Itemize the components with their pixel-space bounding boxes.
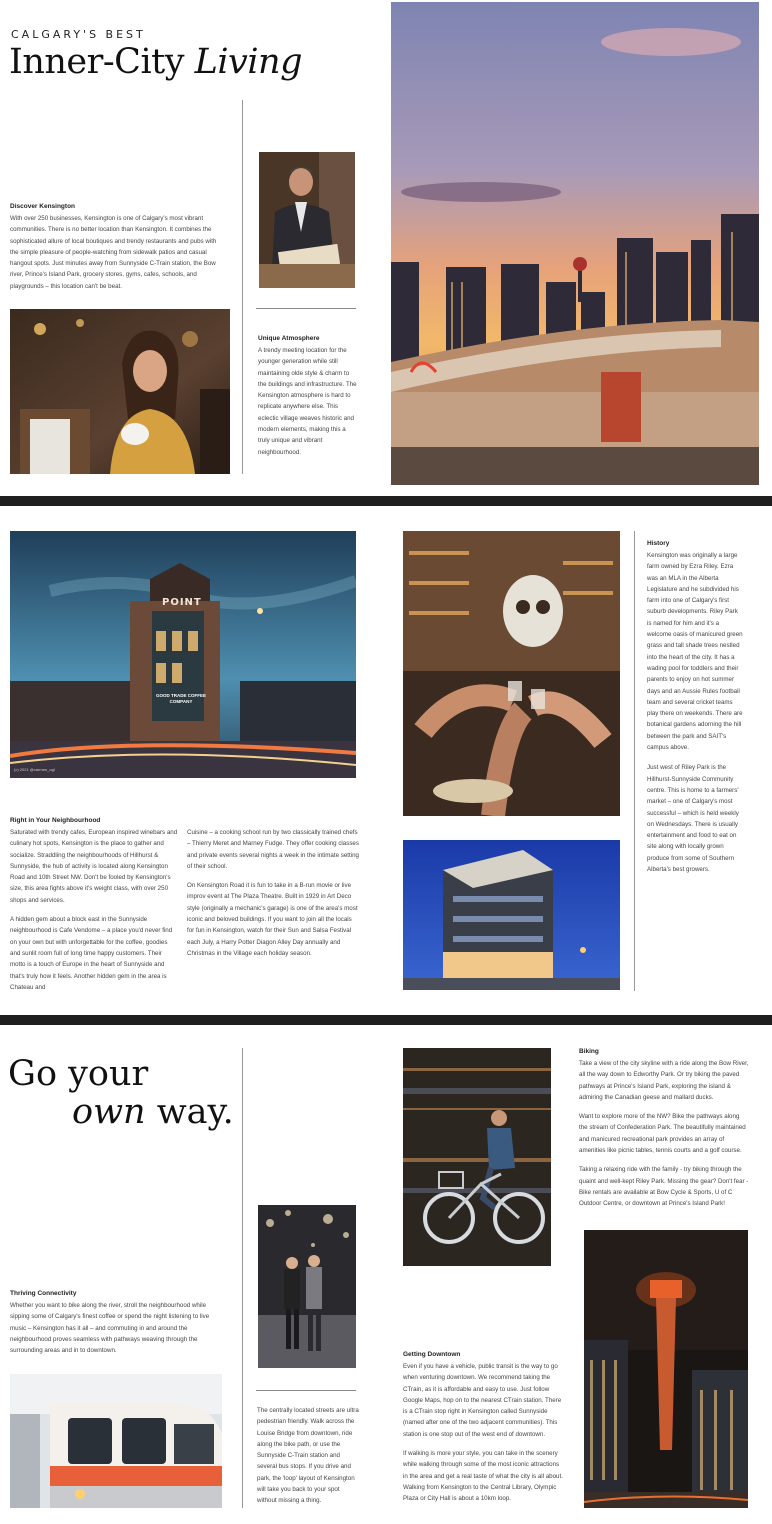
storefront-photo <box>10 531 356 778</box>
title-main: Inner-City <box>9 42 195 82</box>
column-divider <box>242 100 243 474</box>
calgary-skyline-photo <box>391 2 759 485</box>
connectivity-body: Whether you want to bike along the river, stroll the neighbourhood while sipping some of Calgary's finest coffee or spend the night listening to live music – Kensington has it all – and commuting in and around the neighbourhood proves seamless with pathways weaving through the surrounding areas and in to downtown. <box>10 1302 210 1355</box>
businessman-photo <box>259 152 355 288</box>
title-way: way. <box>145 1092 234 1132</box>
history-body <box>647 550 743 875</box>
atmosphere-heading: Unique Atmosphere <box>258 335 320 342</box>
kicker: CALGARY'S BEST <box>11 28 146 41</box>
modern-building-photo <box>403 840 620 990</box>
downtown-heading: Getting Downtown <box>403 1351 461 1358</box>
photo-credit: (c) 2021 @carmen_ogl <box>14 767 55 772</box>
couple-walking-photo <box>258 1205 356 1368</box>
downtown-p1: Even if you have a vehicle, public transit is the way to go when venturing downtown. We recommend taking the CTrain, as it is affordable and easy to use. Just follow Google Maps, hop on to the nearest CTrain station. There is a CTrain stop right in Kensington called Sunnyside (named after one of the two adjacent communities). This station is one stop out of the west end of downtown. <box>403 1363 562 1438</box>
page-separator-2 <box>0 1015 772 1025</box>
page-title <box>9 42 302 82</box>
neighbourhood-p2: A hidden gem about a block east in the Sunnyside neighbourhood is Cafe Vendome – a place you'd never find on your own but with unforgettable for the coffee, goodies and sunlit room full of long time happy customers. Their motto is a touch of Europe in the heart of Sunnyside and that's truly how it feels. Another hidden gem in the area is Chateau and <box>10 916 173 991</box>
connectivity-heading: Thriving Connectivity <box>10 1290 77 1297</box>
neighbourhood-body <box>10 827 178 993</box>
section-rule-2 <box>256 1390 356 1391</box>
title-line-2 <box>8 1093 234 1131</box>
atmosphere-section <box>258 334 358 458</box>
ctrain-photo <box>10 1374 222 1508</box>
storefront-sub-sign: GOOD TRADE COFFEE COMPANY <box>155 693 206 704</box>
restaurant-cheers-photo <box>403 531 620 816</box>
connectivity-section <box>10 1289 225 1356</box>
go-your-own-way-title <box>8 1055 234 1131</box>
title-line-1: Go your <box>8 1054 149 1094</box>
biking-section <box>579 1047 749 1210</box>
walk-caption: The centrally located streets are ultra pedestrian friendly. Walk across the Louise Bridge from downtown, ride along the bike path, or use the Sunnyside C-Train station and several bus stops. If you drive and park, the 'loop' layout of Kensington will take you back to your spot without missing a thing. <box>257 1407 359 1505</box>
calgary-tower-photo <box>584 1230 748 1508</box>
neighbourhood-col2 <box>187 827 359 959</box>
biking-p1: Take a view of the city skyline with a ride along the Bow River, all the way down to Edworthy Park. Or try biking the paved pathways at Prince's Island Park, exploring the island & admiring the Canadian geese and mallard ducks. <box>579 1060 749 1101</box>
column-divider-3 <box>242 1048 243 1508</box>
neighbourhood-col1 <box>10 816 178 993</box>
discover-body: With over 250 businesses, Kensington is one of Calgary's most vibrant communities. There is no better location than Kensington. It combines the sophisticated allure of local boutiques and trendy restaurants and pubs with the simple pleasure of people-watching from sidewalk patios and casual hangout spots. Just minutes away from Sunnyside C-Train station, the Bow river, Prince's Island Park, grocery stores, gyms, cafes, schools, and playgrounds – this location can't be beat. <box>10 215 217 290</box>
biking-body <box>579 1058 749 1210</box>
neighbourhood-p3: Cuisine – a cooking school run by two classically trained chefs – Thierry Meret and Marney Fudge. They offer cooking classes and private events several nights a week in the intimate setting of their school. <box>187 829 359 870</box>
neighbourhood-body-2 <box>187 827 359 959</box>
cafe-woman-photo <box>10 309 230 474</box>
biking-heading: Biking <box>579 1048 599 1055</box>
neighbourhood-heading: Right in Your Neighbourhood <box>10 817 101 824</box>
column-divider-2 <box>634 531 635 991</box>
atmosphere-body: A trendy meeting location for the younger generation while still maintaining olde style & charm to the buildings and infrastructure. The Kensington atmosphere is hard to replicate anywhere else. This eclectic village weaves historic and modern elements, making this a truly unique and vibrant neighbourhood. <box>258 347 357 456</box>
title-italic: Living <box>194 42 302 82</box>
storefront-sign: POINT <box>162 597 202 608</box>
title-own: own <box>72 1092 146 1132</box>
history-heading: History <box>647 540 670 547</box>
history-p2: Just west of Riley Park is the Hillhurst-Sunnyside Community centre. This is home to a farmers' market – one of Calgary's most successful – which is held weekly on Wednesdays. There is usually entertainment and food to eat on site along with locally grown produce from some of Southern Alberta's best growers. <box>647 764 739 874</box>
page-separator <box>0 496 772 506</box>
history-section <box>647 539 743 875</box>
discover-section <box>10 202 225 292</box>
downtown-body <box>403 1361 563 1505</box>
biking-p2: Want to explore more of the NW? Bike the pathways along the stream of Confederation Park. The beautifully maintained and manicured recreational park provides an array of amenities like picnic tables, tennis courts and a golf course. <box>579 1113 746 1155</box>
biking-p3: Taking a relaxing ride with the family - try biking through the quaint and well-kept Riley Park. Missing the gear? Don't fear - Bike rentals are available at Bow Cycle & Sports, U of C Outdoor Centre, or downtown at Prince's Island Park! <box>579 1166 749 1208</box>
section-rule <box>256 308 356 309</box>
downtown-p2: If walking is more your style, you can take in the scenery while walking through some of the most iconic attractions in the area and get a real taste of what the city is all about. Walking from Kensington to the Central Library, Olympic Plaza or City Hall is about a 10km loop. <box>403 1450 563 1503</box>
neighbourhood-p1: Saturated with trendy cafes, European inspired winebars and culinary hot spots, Kensington is the place to gather and socialize. Straddling the neighbourhoods of Hillhurst & Sunnyside, the hub of activity is located along Kensington Road and 10th Street NW. Don't be fooled by Kensington's size, this area fights above it's weight class, with over 250 shops and services. <box>10 829 178 904</box>
cyclist-photo <box>403 1048 551 1266</box>
neighbourhood-p4: On Kensington Road it is fun to take in a B-run movie or live improv event at The Plaza Theatre. Built in 1929 in Art Deco style (originally a mechanic's garage) is one of the area's most iconic and beloved buildings. If you want to join all the locals for fun in Kensington, watch for their Sun and Salsa Festival each July, a Harry Potter Diagon Alley Day annually and Christmas in the Village each holiday season. <box>187 882 358 957</box>
downtown-section <box>403 1350 563 1505</box>
history-p1: Kensington was originally a large farm owned by Ezra Riley. Ezra was an MLA in the Alberta Legislature and he subdivided his farm into one of Calgary's first suburb developments. Riley Park is named for him and it's a welcome oasis of manicured green grass and tall shade trees nestled into the heart of the city. It has a wading pool for toddlers and their parents to enjoy on hot summer days and an Aussie Rules football team and several cricket teams play there on weekends. There are botanical gardens adorning the hill between the park and SAIT's campus above. <box>647 552 743 752</box>
discover-heading: Discover Kensington <box>10 203 76 210</box>
